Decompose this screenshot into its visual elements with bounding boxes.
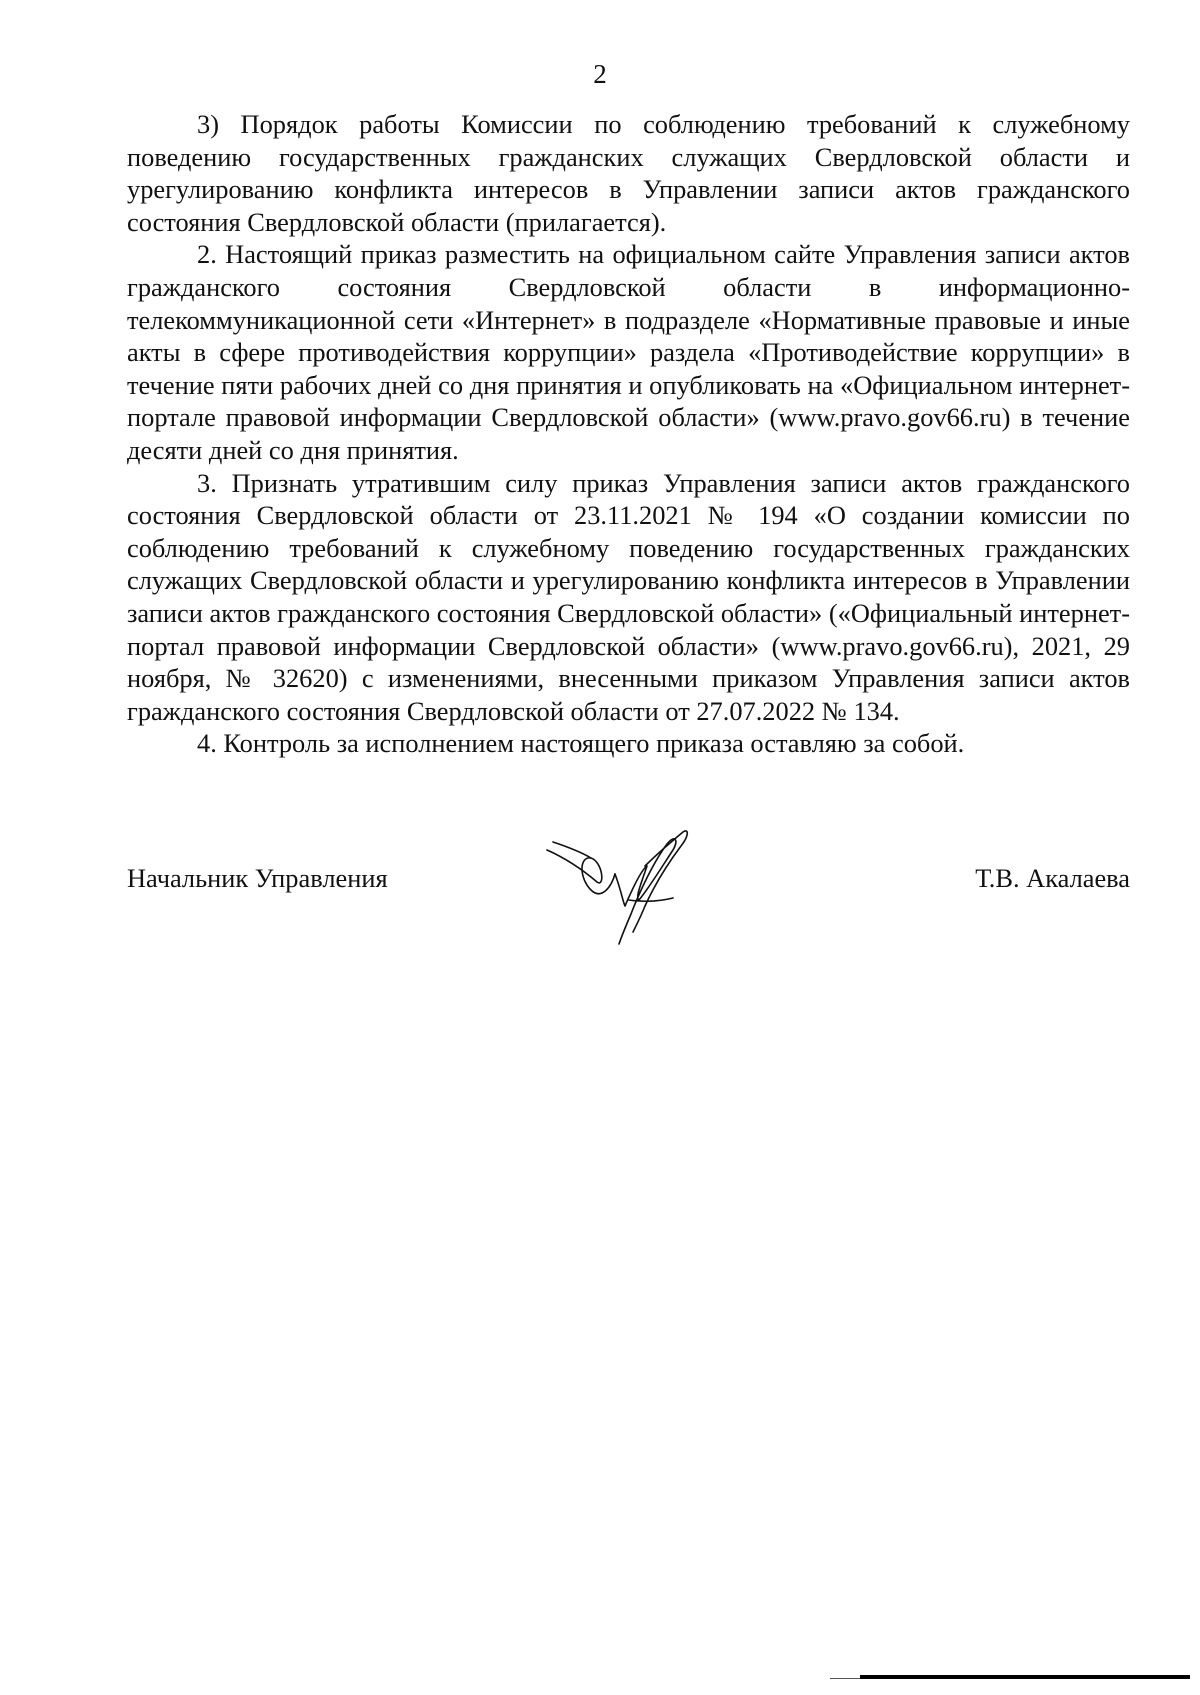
footer-rule <box>860 1675 1190 1679</box>
handwritten-signature <box>545 828 695 946</box>
document-body <box>127 108 1130 760</box>
paragraph-3-repeal: 3. Признать утратившим силу приказ Управления записи актов гражданского состояния Свердловской области от 23.11.2021 № 194 «О создании комиссии по соблюдению требований к служебному поведению государственных гражданских служащих Свердловской области и урегулированию конфликта интересов в Управлении записи актов гражданского состояния Свердловской области» («Официальный интернет-портал правовой информации Свердловской области» (www.pravo.gov66.ru), 2021, 29 ноября, № 32620) с изменениями, внесенными приказом Управления записи актов гражданского состояния Свердловской области от 27.07.2022 № 134. <box>127 467 1130 726</box>
paragraph-4-control: 4. Контроль за исполнением настоящего приказа оставляю за собой. <box>197 728 965 759</box>
paragraph-item-3-procedure: 3) Порядок работы Комиссии по соблюдению требований к служебному поведению государственных гражданских служащих Свердловской области и урегулированию конфликта интересов в Управлении записи актов гражданского состояния Свердловской области (прилагается). <box>127 109 1130 237</box>
page-number: 2 <box>593 59 607 89</box>
signatory-position: Начальник Управления <box>127 863 388 893</box>
paragraph-2-publication: 2. Настоящий приказ разместить на официальном сайте Управления записи актов гражданского состояния Свердловской области в информационно-телекоммуникационной сети «Интернет» в подразделе «Нормативные правовые и иные акты в сфере противодействия коррупции» раздела «Противодействие коррупции» в течение пяти рабочих дней со дня принятия и опубликовать на «Официальном интернет-портале правовой информации Свердловской области» (www.pravo.gov66.ru) в течение десяти дней со дня принятия. <box>127 239 1130 465</box>
signatory-name: Т.В. Акалаева <box>975 863 1130 893</box>
